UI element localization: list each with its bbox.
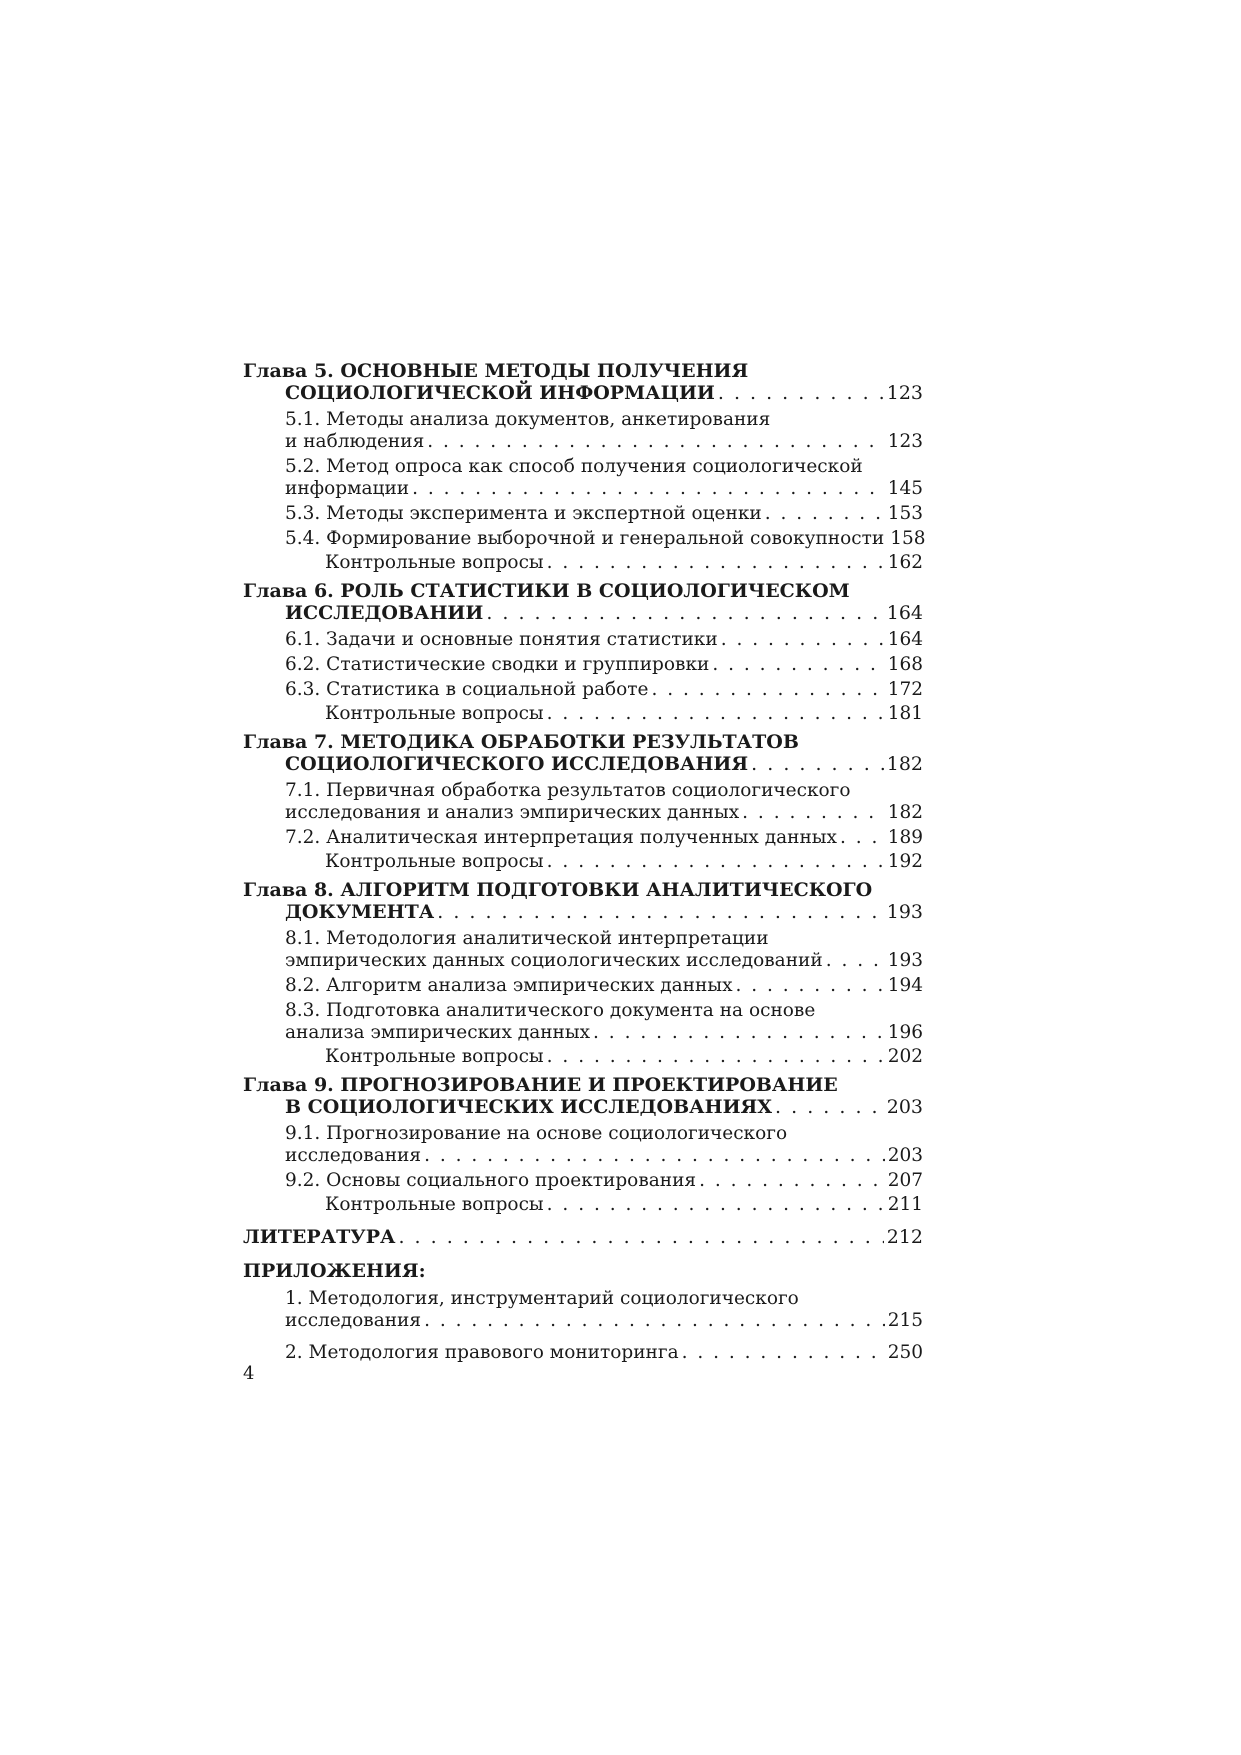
page-ref: 123 — [886, 382, 923, 404]
page-ref: 153 — [887, 503, 923, 524]
page-ref: 182 — [887, 802, 923, 823]
toc-entry: 5.4. Формирование выборочной и генеральной совокупности 158 — [285, 528, 926, 549]
toc-entry: 5.3. Методы эксперимента и экспертной оценки . . . 153 — [243, 503, 923, 525]
toc-entry: 6.2. Статистические сводки и группировки . . . 168 — [243, 654, 923, 676]
page-ref: 172 — [887, 679, 923, 700]
page-ref: 202 — [887, 1046, 923, 1067]
chapter-8-heading — [243, 879, 923, 923]
page-ref: 207 — [887, 1170, 923, 1191]
toc-entry: 6.1. Задачи и основные понятия статистики . . . 164 — [243, 629, 923, 651]
chapter-title-line: ИССЛЕДОВАНИИ . . . 164 — [243, 602, 923, 624]
chapter-title-line: Глава 6. РОЛЬ СТАТИСТИКИ В СОЦИОЛОГИЧЕСКОМ — [243, 580, 850, 602]
page-ref: 212 — [886, 1226, 923, 1248]
page-ref: 158 — [890, 528, 926, 549]
page-ref: 145 — [887, 478, 923, 499]
chapter-6-heading — [243, 580, 923, 624]
toc-entry: 7.2. Аналитическая интерпретация полученных данных . . . 189 — [243, 827, 923, 849]
chapter-title-line: СОЦИОЛОГИЧЕСКОЙ ИНФОРМАЦИИ . . . 123 — [243, 382, 923, 404]
page-ref: 193 — [886, 901, 923, 923]
chapter-title-line: В СОЦИОЛОГИЧЕСКИХ ИССЛЕДОВАНИЯХ . . . 203 — [243, 1096, 923, 1118]
page-ref: 194 — [887, 975, 923, 996]
chapter-7-heading — [243, 731, 923, 775]
toc-entry: 6.3. Статистика в социальной работе . . . 172 — [243, 679, 923, 701]
toc-entry: 9.2. Основы социального проектирования . . . 207 — [243, 1170, 923, 1192]
page-ref: 211 — [887, 1194, 923, 1215]
chapter-5-heading — [243, 360, 923, 404]
toc-questions: Контрольные вопросы . . . 162 — [243, 552, 923, 574]
chapter-title-line: Глава 9. ПРОГНОЗИРОВАНИЕ И ПРОЕКТИРОВАНИЕ — [243, 1074, 838, 1096]
chapter-title-line: ДОКУМЕНТА . . . 193 — [243, 901, 923, 923]
toc-questions: Контрольные вопросы . . . 211 — [243, 1194, 923, 1216]
table-of-contents — [243, 360, 926, 1364]
page-ref: 168 — [887, 654, 923, 675]
page-number: 4 — [243, 1363, 255, 1384]
page-ref: 203 — [886, 1096, 923, 1118]
toc-entry: 8.3. Подготовка аналитического документа на основе анализа эмпирических данных . . . 196 — [243, 1000, 923, 1044]
page-ref: 203 — [887, 1145, 923, 1166]
chapter-title-line: Глава 8. АЛГОРИТМ ПОДГОТОВКИ АНАЛИТИЧЕСКОГО — [243, 879, 873, 901]
page-ref: 162 — [887, 552, 923, 573]
toc-entry: 9.1. Прогнозирование на основе социологического исследования . . . 203 — [243, 1123, 923, 1167]
toc-entry: 8.2. Алгоритм анализа эмпирических данных . . . 194 — [243, 975, 923, 997]
chapter-9-heading — [243, 1074, 923, 1118]
literature-heading: ЛИТЕРАТУРА . . . 212 — [243, 1226, 923, 1248]
page-ref: 182 — [886, 753, 923, 775]
page-ref: 164 — [887, 629, 923, 650]
chapter-title-line: Глава 5. ОСНОВНЫЕ МЕТОДЫ ПОЛУЧЕНИЯ — [243, 360, 749, 382]
chapter-title-line: СОЦИОЛОГИЧЕСКОГО ИССЛЕДОВАНИЯ . . . 182 — [243, 753, 923, 775]
appendix-heading: ПРИЛОЖЕНИЯ: — [243, 1260, 426, 1282]
toc-entry: 2. Методология правового мониторинга . . . 250 — [243, 1342, 923, 1364]
page-ref: 189 — [887, 827, 923, 848]
toc-questions: Контрольные вопросы . . . 181 — [243, 703, 923, 725]
page-ref: 181 — [887, 703, 923, 724]
page-ref: 192 — [887, 851, 923, 872]
page-ref: 123 — [887, 431, 923, 452]
page-ref: 250 — [887, 1342, 923, 1363]
toc-entry: 7.1. Первичная обработка результатов социологического исследования и анализ эмпирических данных . . . 182 — [243, 780, 923, 824]
toc-questions: Контрольные вопросы . . . 202 — [243, 1046, 923, 1068]
toc-entry: 1. Методология, инструментарий социологического исследования . . . 215 — [243, 1288, 923, 1332]
chapter-title-line: Глава 7. МЕТОДИКА ОБРАБОТКИ РЕЗУЛЬТАТОВ — [243, 731, 799, 753]
toc-entry: 8.1. Методология аналитической интерпретации эмпирических данных социологических исследований . . . 193 — [243, 928, 923, 972]
toc-entry: 5.1. Методы анализа документов, анкетирования и наблюдения . . . 123 — [243, 409, 923, 453]
toc-questions: Контрольные вопросы . . . 192 — [243, 851, 923, 873]
page-ref: 193 — [887, 950, 923, 971]
page-ref: 164 — [886, 602, 923, 624]
toc-entry: 5.2. Метод опроса как способ получения социологической информации . . . 145 — [243, 456, 923, 500]
page-ref: 215 — [887, 1310, 923, 1331]
page-ref: 196 — [887, 1022, 923, 1043]
